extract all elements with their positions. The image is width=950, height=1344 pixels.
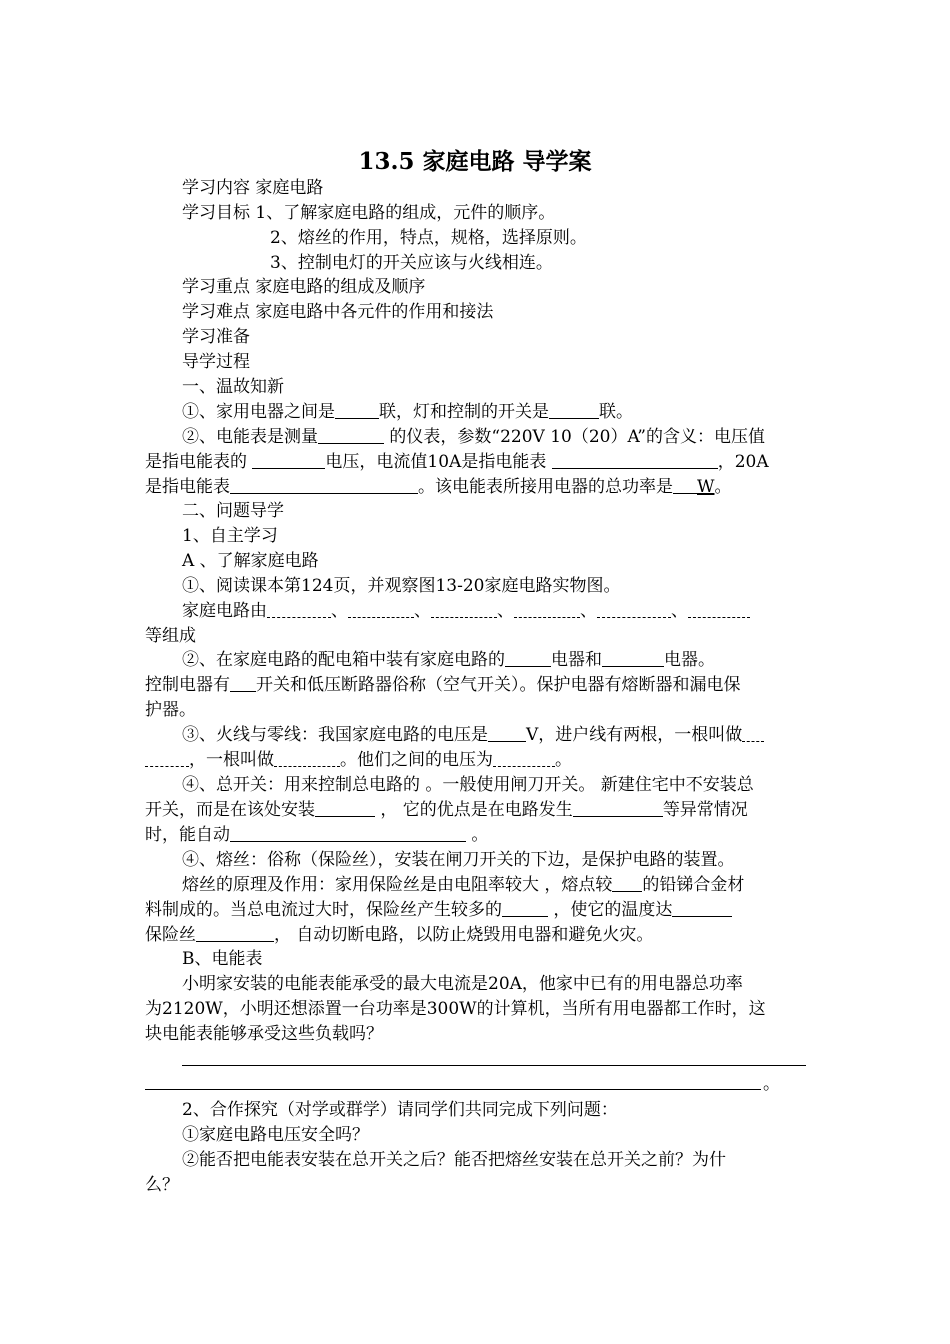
- circuit-components-end: 等组成: [145, 626, 196, 646]
- live-neutral-line2: ，一根叫做 。他们之间的电压为 。: [145, 748, 572, 772]
- subsection-b-heading: B、电能表: [182, 949, 263, 969]
- blank[interactable]: [145, 748, 189, 767]
- blank[interactable]: [672, 898, 732, 917]
- blank[interactable]: [488, 723, 526, 742]
- study-goal-1: 学习目标 1、了解家庭电路的组成，元件的顺序。: [182, 203, 556, 223]
- reading-instruction: ①、阅读课本第124页，并观察图13-20家庭电路实物图。: [182, 576, 621, 596]
- inquiry-question-2-line2: 么？: [145, 1175, 179, 1195]
- answer-line-1[interactable]: [182, 1065, 806, 1066]
- review-q2-line2: 是指电能表的 电压，电流值10A是指电能表 ，20A: [145, 452, 769, 472]
- blank[interactable]: [549, 400, 599, 419]
- live-neutral-line1: ③、火线与零线：我国家庭电路的电压是 V，进户线有两根，一根叫做: [182, 723, 764, 747]
- blank[interactable]: [230, 823, 466, 842]
- blank[interactable]: [267, 599, 331, 618]
- guided-process: 导学过程: [182, 352, 250, 372]
- study-preparation: 学习准备: [182, 327, 250, 347]
- page-title: 13.5 家庭电路 导学案: [358, 148, 592, 175]
- blank[interactable]: [274, 748, 340, 767]
- section-review-heading: 一、温故知新: [182, 377, 284, 397]
- study-key-point: 学习重点 家庭电路的组成及顺序: [182, 277, 426, 297]
- blank[interactable]: [688, 599, 750, 618]
- blank[interactable]: [318, 425, 384, 444]
- main-switch-line2: 开关，而是在该处安装 ， 它的优点是在电路发生 等异常情况: [145, 800, 748, 820]
- review-q1: ①、家用电器之间是 联，灯和控制的开关是 联。: [182, 402, 633, 422]
- blank[interactable]: [502, 898, 548, 917]
- meter-problem-line3: 块电能表能够承受这些负载吗？: [145, 1024, 383, 1044]
- meter-problem-line1: 小明家安装的电能表能承受的最大电流是20A，他家中已有的用电器总功率: [182, 974, 743, 994]
- blank[interactable]: [573, 798, 663, 817]
- blank[interactable]: [552, 450, 718, 469]
- main-switch-line3: 时，能自动 。: [145, 825, 489, 845]
- review-q2-line1: ②、电能表是测量 的仪表，参数“220V 10（20）A”的含义：电压值: [182, 427, 765, 447]
- blank[interactable]: [493, 748, 555, 767]
- fuse-principle-line2: 料制成的。当总电流过大时，保险丝产生较多的 ，使它的温度达: [145, 898, 732, 922]
- fuse-principle-line1: 熔丝的原理及作用：家用保险丝是由电阻率较大 ，熔点较 的铅锑合金材: [182, 875, 745, 895]
- blank[interactable]: [230, 673, 256, 692]
- study-difficulty: 学习难点 家庭电路中各元件的作用和接法: [182, 302, 494, 322]
- cooperative-inquiry-heading: 2、合作探究（对学或群学）请同学们共同完成下列问题：: [182, 1100, 618, 1120]
- answer-end-mark: 。: [763, 1074, 780, 1094]
- study-content: 学习内容 家庭电路: [182, 178, 324, 198]
- subsection-a-heading: A 、了解家庭电路: [182, 551, 319, 571]
- blank[interactable]: [335, 400, 379, 419]
- blank[interactable]: [673, 475, 697, 494]
- blank[interactable]: [742, 723, 764, 742]
- circuit-components-line: 家庭电路由 、 、 、 、 、: [182, 599, 750, 623]
- blank[interactable]: [597, 599, 671, 618]
- blank[interactable]: [252, 450, 325, 469]
- inquiry-question-1: ①家庭电路电压安全吗？: [182, 1125, 369, 1145]
- blank[interactable]: [514, 599, 580, 618]
- blank[interactable]: [612, 873, 642, 892]
- fuse-principle-line3: 保险丝 ， 自动切断电路，以防止烧毁用电器和避免火灾。: [145, 925, 654, 945]
- blank[interactable]: [602, 648, 664, 667]
- fuse-intro: ④、熔丝：俗称（保险丝），安装在闸刀开关的下边，是保护电路的装置。: [182, 850, 735, 870]
- blank[interactable]: [348, 599, 414, 618]
- blank[interactable]: [196, 923, 274, 942]
- self-study-heading: 1、自主学习: [182, 526, 278, 546]
- blank[interactable]: [230, 475, 418, 494]
- distribution-box-line3: 护器。: [145, 700, 196, 720]
- answer-line-2[interactable]: [145, 1089, 761, 1090]
- meter-problem-line2: 为2120W，小明还想添置一台功率是300W的计算机，当所有用电器都工作时，这: [145, 999, 766, 1019]
- blank[interactable]: [431, 599, 497, 618]
- study-goal-2: 2、熔丝的作用，特点，规格，选择原则。: [270, 228, 587, 248]
- distribution-box-line2: 控制电器有 开关和低压断路器俗称（空气开关）。保护电器有熔断器和漏电保: [145, 675, 741, 695]
- main-switch-line1: ④、总开关：用来控制总电路的 。一般使用闸刀开关。 新建住宅中不安装总: [182, 775, 754, 795]
- blank[interactable]: [315, 798, 375, 817]
- study-goal-3: 3、控制电灯的开关应该与火线相连。: [270, 253, 553, 273]
- distribution-box-line1: ②、在家庭电路的配电箱中装有家庭电路的 电器和 电器。: [182, 650, 715, 670]
- section-questions-heading: 二、问题导学: [182, 501, 284, 521]
- inquiry-question-2-line1: ②能否把电能表安装在总开关之后？能否把熔丝安装在总开关之前？为什: [182, 1150, 726, 1170]
- blank[interactable]: [505, 648, 551, 667]
- review-q2-line3: 是指电能表 。该电能表所接用电器的总功率是 W。: [145, 477, 732, 497]
